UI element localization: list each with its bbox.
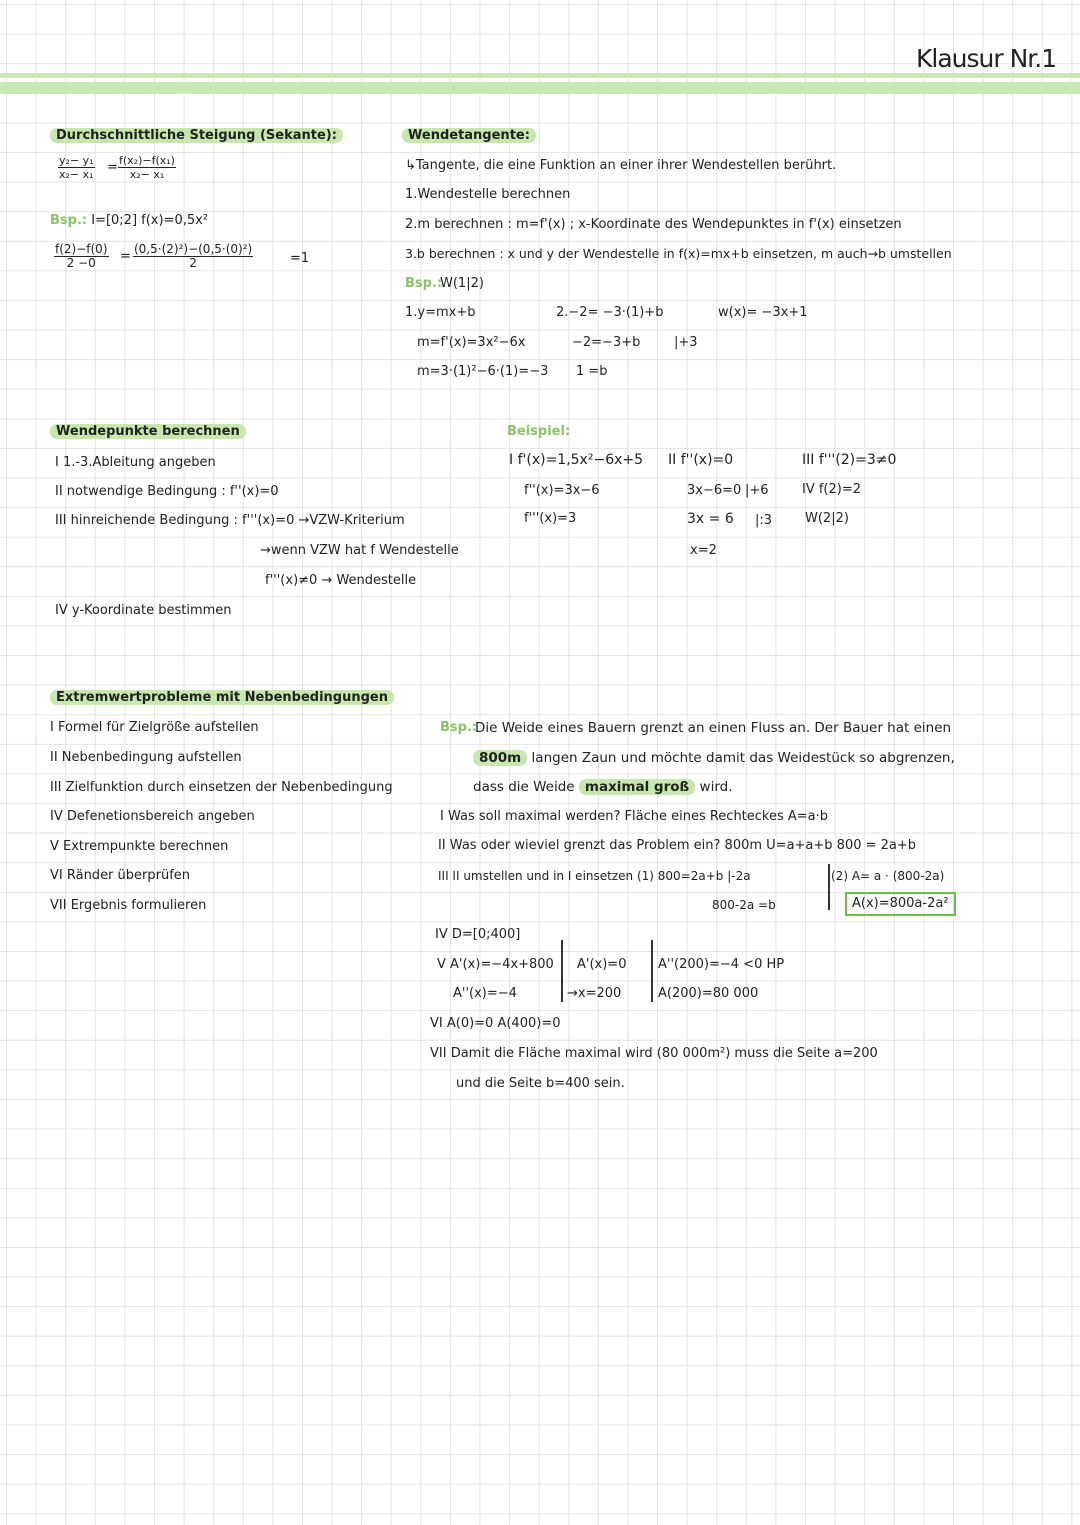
extremwert-q5e: A''(200)=−4 <0 HP xyxy=(658,957,785,972)
page-title: Klausur Nr.1 xyxy=(916,44,1057,73)
wendepunkte-step-4: IV y-Koordinate bestimmen xyxy=(55,603,232,618)
wendetangente-step1: 1.Wendestelle berechnen xyxy=(405,187,571,202)
wendetangente-desc: ↳Tangente, die eine Funktion an einer ihrer Wendestellen berührt. xyxy=(405,158,837,173)
extremwert-q5f: A(200)=80 000 xyxy=(658,986,759,1001)
wendepunkte-step-3b: →wenn VZW hat f Wendestelle xyxy=(260,543,459,558)
extremwert-target-function: A(x)=800a-2a² xyxy=(845,892,956,916)
extremwert-step-3: III Zielfunktion durch einsetzen der Nebenbedingung xyxy=(50,780,393,795)
wp-ex-2-op-2: |:3 xyxy=(755,513,773,528)
extremwert-problem-line-3: dass die Weide maximal groß wird. xyxy=(473,779,733,795)
wp-ex-1-line-3: f'''(x)=3 xyxy=(524,511,577,526)
wendepunkte-beispiel-label: Beispiel: xyxy=(507,424,571,439)
wp-ex-1-line-1: I f'(x)=1,5x²−6x+5 xyxy=(509,452,644,468)
wp-ex-2-line-4: x=2 xyxy=(690,543,717,558)
wp-ex-1-line-2: f''(x)=3x−6 xyxy=(524,483,600,498)
wt-calc-2-line-2: −2=−3+b xyxy=(572,335,641,350)
wt-calc-2-line-3: 1 =b xyxy=(576,364,608,379)
wendetangente-bsp-point: W(1|2) xyxy=(440,276,484,291)
extremwert-q5c: A'(x)=0 xyxy=(577,957,627,972)
secant-example-right: $\frac{\text{(0,5·(2)²)−(0,5·(0)²)}}{2}$ xyxy=(134,242,253,270)
wp-ex-2-line-1: II f''(x)=0 xyxy=(668,452,734,468)
wendetangente-heading: Wendetangente: xyxy=(402,128,536,144)
wt-calc-3-line-1: w(x)= −3x+1 xyxy=(718,305,808,320)
secant-example-left: $\frac{f(2)-f(0)}{2 -0}$ xyxy=(55,242,108,270)
extremwert-step-7: VII Ergebnis formulieren xyxy=(50,898,207,913)
wendepunkte-step-3c: f'''(x)≠0 → Wendestelle xyxy=(265,573,417,588)
extremwert-q5b: A''(x)=−4 xyxy=(453,986,517,1001)
extremwert-q7b: und die Seite b=400 sein. xyxy=(456,1076,625,1091)
extremwert-bsp-label: Bsp.: xyxy=(440,720,478,735)
extremwert-q2: II Was oder wieviel grenzt das Problem ein? 800m U=a+a+b 800 = 2a+b xyxy=(438,838,917,853)
wp-ex-3-line-1: III f'''(2)=3≠0 xyxy=(802,452,897,468)
wendetangente-step2: 2.m berechnen : m=f'(x) ; x-Koordinate des Wendepunktes in f'(x) einsetzen xyxy=(405,217,902,232)
wp-ex-2-op-1: |+6 xyxy=(745,483,769,498)
secant-eq: = xyxy=(107,160,118,175)
secant-formula-left: $\frac{\text{y₂− y₁}}{\text{x₂− x₁}}$ xyxy=(59,154,94,181)
wp-ex-3-line-3: W(2|2) xyxy=(805,511,849,526)
extremwert-q1: I Was soll maximal werden? Fläche eines Rechteckes A=a·b xyxy=(440,809,829,824)
wt-calc-1-line-3: m=3·(1)²−6·(1)=−3 xyxy=(417,364,549,379)
wt-calc-2-line-1: 2.−2= −3·(1)+b xyxy=(556,305,664,320)
wendepunkte-step-2: II notwendige Bedingung : f''(x)=0 xyxy=(55,484,279,499)
extremwert-problem-line-2: 800m langen Zaun und möchte damit das Weidestück so abgrenzen, xyxy=(473,750,955,766)
wendepunkte-step-3: III hinreichende Bedingung : f'''(x)=0 →VZW-Kriterium xyxy=(55,513,405,528)
extremwert-step-5: V Extrempunkte berechnen xyxy=(50,839,229,854)
wendetangente-step3: 3.b berechnen : x und y der Wendestelle in f(x)=mx+b einsetzen, m auch→b umstellen xyxy=(405,246,952,261)
extremwert-step-6: VI Ränder überprüfen xyxy=(50,868,191,883)
wendepunkte-step-1: I 1.-3.Ableitung angeben xyxy=(55,455,216,470)
extremwert-step-1: I Formel für Zielgröße aufstellen xyxy=(50,720,259,735)
wp-ex-2-line-2: 3x−6=0 xyxy=(687,483,742,498)
wp-ex-2-line-3: 3x = 6 xyxy=(687,511,734,527)
extremwert-q5-divider-1 xyxy=(561,940,563,1002)
extremwert-q7a: VII Damit die Fläche maximal wird (80 000m²) muss die Seite a=200 xyxy=(430,1046,878,1061)
extremwert-q5-divider-2 xyxy=(651,940,653,1002)
extremwert-q3a: III II umstellen und in I einsetzen (1) 800=2a+b |-2a xyxy=(438,869,751,883)
extremwert-step-2: II Nebenbedingung aufstellen xyxy=(50,750,242,765)
secant-example-eq: = xyxy=(120,249,131,264)
extremwert-q5d: →x=200 xyxy=(567,986,622,1001)
wt-calc-1-line-1: 1.y=mx+b xyxy=(405,305,476,320)
secant-heading: Durchschnittliche Steigung (Sekante): xyxy=(50,128,343,144)
extremwert-q6: VI A(0)=0 A(400)=0 xyxy=(430,1016,561,1031)
extremwert-q3-divider xyxy=(828,864,830,910)
wt-calc-1-line-2: m=f'(x)=3x²−6x xyxy=(417,335,526,350)
extremwert-q5a: V A'(x)=−4x+800 xyxy=(437,957,554,972)
extremwert-q3c: (2) A= a · (800-2a) xyxy=(831,869,945,883)
extremwert-q3b: 800-2a =b xyxy=(712,898,776,912)
wendepunkte-heading: Wendepunkte berechnen xyxy=(50,424,246,440)
secant-example-result: =1 xyxy=(290,251,310,266)
header-band-2 xyxy=(0,82,1080,94)
extremwert-q4: IV D=[0;400] xyxy=(435,927,521,942)
secant-bsp: Bsp.: I=[0;2] f(x)=0,5x² xyxy=(50,213,209,228)
secant-formula-right: $\frac{\text{f(x₂)−f(x₁)}}{\text{x₂− x₁}}$ xyxy=(119,154,175,181)
wp-ex-3-line-2: IV f(2)=2 xyxy=(802,482,862,497)
wendetangente-bsp-label: Bsp.: xyxy=(405,276,443,291)
extremwert-problem-line-1: Die Weide eines Bauern grenzt an einen Fluss an. Der Bauer hat einen xyxy=(475,720,952,736)
extremwert-heading: Extremwertprobleme mit Nebenbedingungen xyxy=(50,690,394,706)
wt-calc-2-op: |+3 xyxy=(674,335,698,350)
extremwert-step-4: IV Defenetionsbereich angeben xyxy=(50,809,255,824)
